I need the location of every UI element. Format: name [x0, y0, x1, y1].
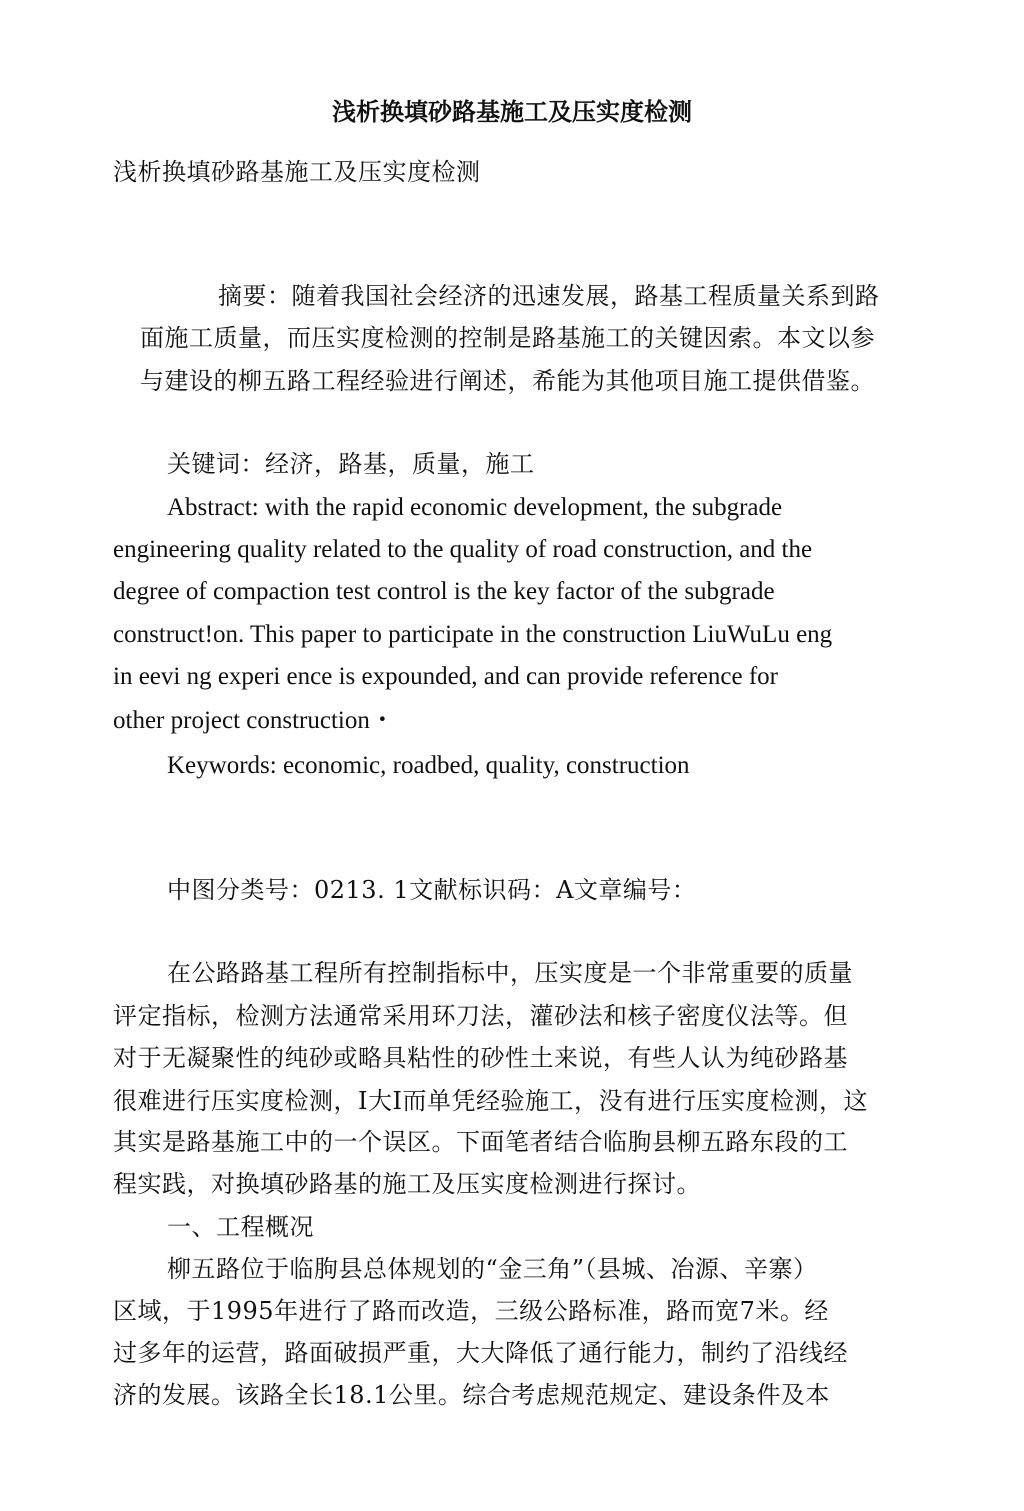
body-line: 评定指标，检测方法通常采用环刀法，灌砂法和核子密度仪法等。但 — [113, 1002, 848, 1030]
document-subtitle: 浅析换填砂路基施工及压实度检测 — [113, 158, 481, 186]
classification-line: 中图分类号：0213. 1文献标识码：A文章编号： — [167, 876, 697, 904]
body-line: 很难进行压实度检测，I大I而单凭经验施工，没有进行压实度检测，这 — [113, 1087, 868, 1115]
body-line: 其实是路基施工中的一个误区。下面笔者结合临朐县柳五路东段的工 — [113, 1128, 848, 1156]
body-line: 程实践，对换填砂路基的施工及压实度检测进行探讨。 — [113, 1170, 701, 1198]
keywords-cn: 关键词：经济，路基，质量，施工 — [167, 450, 535, 478]
abstract-en-line: other project construction・ — [113, 707, 395, 734]
keywords-en: Keywords: economic, roadbed, quality, construction — [167, 752, 690, 779]
abstract-cn-line: 与建设的柳五路工程经验进行阐述，希能为其他项目施工提供借鉴。 — [140, 367, 875, 395]
body-line: 过多年的运营，路面破损严重，大大降低了通行能力，制约了沿线经 — [113, 1339, 848, 1367]
body-line: 在公路路基工程所有控制指标中，压实度是一个非常重要的质量 — [167, 959, 853, 987]
abstract-en-line: Abstract: with the rapid economic development, the subgrade — [167, 494, 783, 521]
body-line: 柳五路位于临朐县总体规划的“金三角”（县城、冶源、辛寨） — [167, 1255, 818, 1283]
abstract-en-line: degree of compaction test control is the key factor of the subgrade — [113, 578, 775, 605]
document-title: 浅析换填砂路基施工及压实度检测 — [332, 98, 692, 126]
section-heading: 一、工程概况 — [167, 1213, 314, 1241]
body-line: 区域，于1995年进行了路而改造，三级公路标准，路而宽7米。经 — [113, 1297, 829, 1325]
body-line: 对于无凝聚性的纯砂或略具粘性的砂性土来说，有些人认为纯砂路基 — [113, 1044, 848, 1072]
abstract-en-line: engineering quality related to the quality of road construction, and the — [113, 536, 813, 563]
abstract-en-line: in eevi ng experi ence is expounded, and can provide reference for — [113, 663, 778, 690]
abstract-cn-line: 面施工质量，而压实度检测的控制是路基施工的关键因索。本文以参 — [140, 324, 875, 352]
body-line: 济的发展。该路全长18.1公里。综合考虑规范规定、建设条件及本 — [113, 1381, 830, 1409]
abstract-cn-line: 摘要：随着我国社会经济的迅速发展，路基工程质量关系到路 — [218, 282, 880, 310]
abstract-en-line: construct!on. This paper to participate in the construction LiuWuLu eng — [113, 621, 833, 648]
